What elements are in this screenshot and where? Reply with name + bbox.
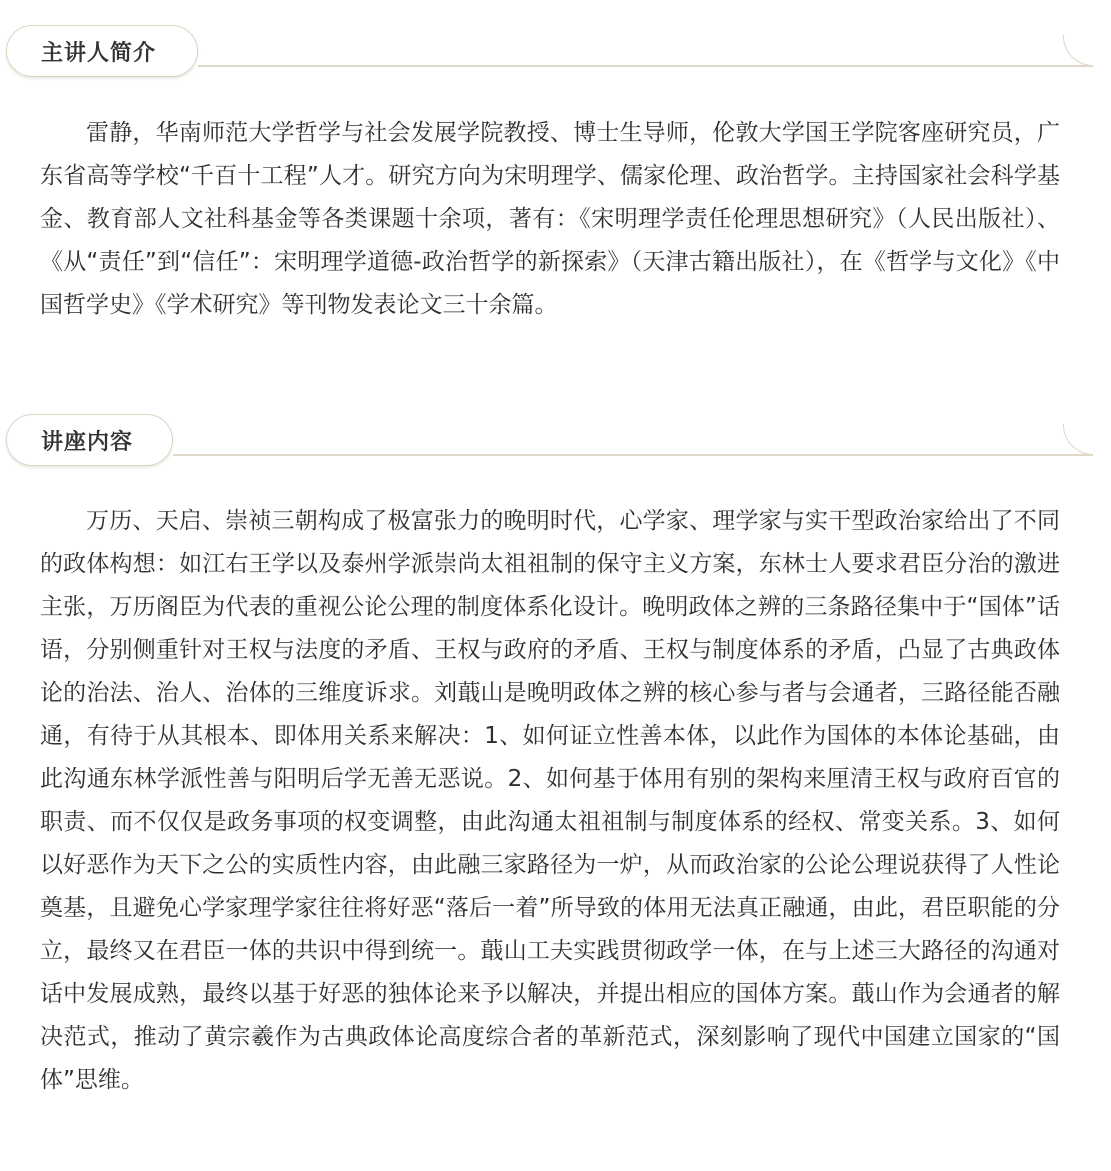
- section-header-lecture: [0, 414, 1111, 474]
- lecture-content-paragraph: 万历、天启、崇祯三朝构成了极富张力的晚明时代，心学家、理学家与实干型政治家给出了不同的政体构想：如江右王学以及泰州学派崇尚太祖祖制的保守主义方案，东林士人要求君臣分治的激进主张，万历阁臣为代表的重视公论公理的制度体系化设计。晚明政体之辨的三条路径集中于“国体”话语，分别侧重针对王权与法度的矛盾、王权与政府的矛盾、王权与制度体系的矛盾，凸显了古典政体论的治法、治人、治体的三维度诉求。刘蕺山是晚明政体之辨的核心参与者与会通者，三路径能否融通，有待于从其根本、即体用关系来解决：1、如何证立性善本体，以此作为国体的本体论基础，由此沟通东林学派性善与阳明后学无善无恶说。2、如何基于体用有别的架构来厘清王权与政府百官的职责、而不仅仅是政务事项的权变调整，由此沟通太祖祖制与制度体系的经权、常变关系。3、如何以好恶作为天下之公的实质性内容，由此融三家路径为一炉，从而政治家的公论公理说获得了人性论奠基，且避免心学家理学家往往将好恶“落后一着”所导致的体用无法真正融通，由此，君臣职能的分立，最终又在君臣一体的共识中得到统一。蕺山工夫实践贯彻政学一体，在与上述三大路径的沟通对话中发展成熟，最终以基于好恶的独体论来予以解决，并提出相应的国体方案。蕺山作为会通者的解决范式，推动了黄宗羲作为古典政体论高度综合者的革新范式，深刻影响了现代中国建立国家的“国体”思维。: [40, 508, 1060, 1093]
- corner-ornament: [1063, 35, 1093, 66]
- section-title: 主讲人简介: [41, 40, 157, 66]
- speaker-bio-paragraph: 雷静，华南师范大学哲学与社会发展学院教授、博士生导师，伦敦大学国王学院客座研究员，广东省高等学校“千百十工程”人才。研究方向为宋明理学、儒家伦理、政治哲学。主持国家社会科学基金、教育部人文社科基金等各类课题十余项，著有：《宋明理学责任伦理思想研究》（人民出版社）、《从“责任”到“信任”：宋明理学道德-政治哲学的新探索》（天津古籍出版社），在《哲学与文化》《中国哲学史》《学术研究》等刊物发表论文三十余篇。: [40, 120, 1060, 318]
- divider-line: [173, 454, 1093, 456]
- section-title-pill: [6, 414, 173, 466]
- corner-ornament: [1063, 424, 1093, 455]
- section-title-pill: [6, 25, 198, 77]
- section-header-speaker: [0, 25, 1111, 85]
- section-title: 讲座内容: [41, 429, 134, 455]
- divider-line: [198, 65, 1093, 67]
